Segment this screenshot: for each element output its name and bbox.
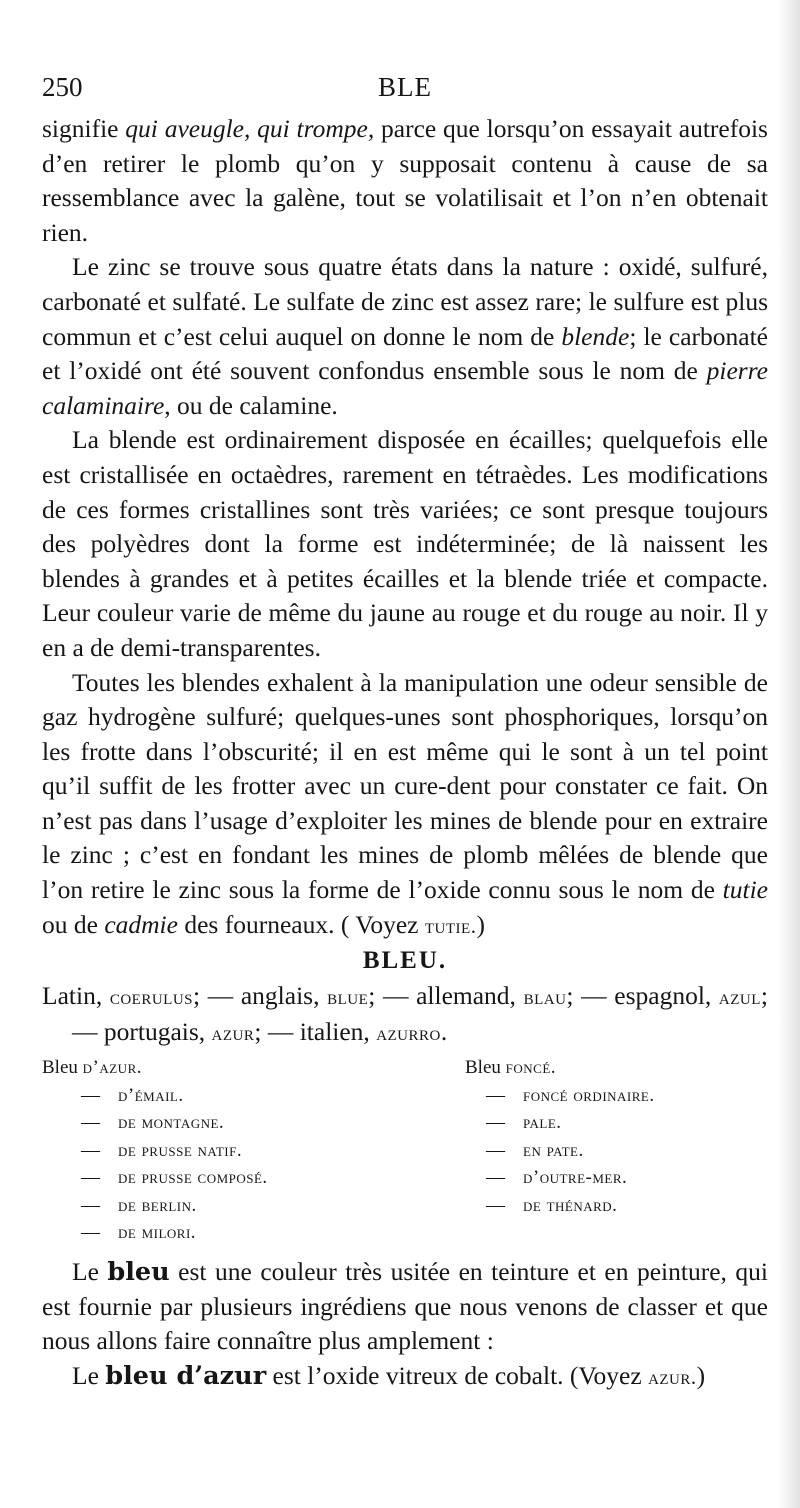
italic-term: pierre calaminaire [42,356,768,420]
running-head: BLE [378,72,432,102]
list-item [42,1192,405,1220]
list-item-label: de montagne. [118,1112,225,1134]
bleu-varieties-list [42,1054,768,1247]
italic-term: qui aveugle, qui trompe, [125,114,375,143]
list-item-prefix: — [486,1139,505,1161]
list-item [465,1109,768,1137]
italic-term: blende [561,321,630,351]
text-run: Le [72,1360,106,1390]
text-run: , ou de calamine. [164,390,338,420]
book-page [42,72,768,1394]
list-item [465,1164,768,1192]
varieties-column-right [405,1054,768,1247]
paragraph-blende-odor [42,666,768,944]
text-run: ; — espagnol, [566,981,719,1011]
list-item [42,1164,405,1192]
list-item-label: d’émail. [118,1084,184,1106]
text-run: est l’oxide vitreux de cobalt. (Voyez [266,1360,649,1390]
cross-reference: tutie. [424,913,477,938]
list-item-prefix: — [81,1222,100,1244]
list-item-prefix: — [486,1167,505,1189]
list-item [465,1137,768,1165]
list-item-label: de milori. [118,1222,197,1244]
list-item-label: foncé. [505,1057,557,1079]
list-item-prefix: — [81,1112,100,1134]
text-run: des fourneaux. ( Voyez [177,909,425,939]
text-run: ou de [42,909,105,939]
list-item-prefix: Bleu [465,1057,501,1079]
paragraph-bleu-usage [42,1255,768,1359]
list-item-prefix: — [486,1084,505,1106]
text-run: ) [696,1360,706,1390]
paragraph-blende-form: La blende est ordinairement disposée en écailles; quelquefois elle est cristallisée en octaèdres, rarement en tétraèdes. Les modifications de ces formes cristallines sont très variées; ce sont presque toujours des polyèdres dont la forme est indéterminée; de là naissent les blendes à grandes et à petites écailles et la blende triée et compacte. Leur couleur varie de même du jaune au rouge et du rouge au noir. Il y en a de demi-transparentes. [42,425,768,662]
bold-term: bleu [107,1256,170,1287]
paragraph-continuation [42,112,768,250]
list-item [42,1082,405,1110]
list-item-prefix: — [81,1084,100,1106]
text-run: ; — allemand, [368,981,524,1011]
page-edge-shadow [778,0,800,1508]
list-item [465,1054,768,1082]
list-item-prefix: — [81,1139,100,1161]
list-item [465,1192,768,1220]
translations-line [42,979,768,1050]
list-item [42,1109,405,1137]
list-item-label: de thénard. [523,1194,618,1216]
italic-term: cadmie [104,909,178,939]
text-run: . [440,1016,448,1046]
list-item-prefix: — [81,1194,100,1216]
paragraph-bleu-azur [42,1359,768,1395]
list-item-prefix: — [81,1167,100,1189]
text-run: parce que lorsqu’on essayait autrefois d’en retirer le plomb qu’on y supposait contenu à cause de sa ressemblance avec la galène, tout se volatilisait et l’on n’en obtenait rien. [42,114,768,247]
page-number: 250 [42,72,83,102]
text-run: ; — anglais, [193,981,328,1011]
list-item-label: de prusse composé. [118,1167,268,1189]
translation-term: coerulus [109,985,194,1010]
list-item [465,1082,768,1110]
cross-reference: azur. [648,1364,697,1389]
varieties-column-left [42,1054,405,1247]
list-item-label: de prusse natif. [118,1139,243,1161]
translation-term: azur [211,1020,255,1045]
italic-term: tutie [722,875,768,905]
list-item-label: pale. [523,1112,562,1134]
paragraph-zinc-states [42,250,768,423]
text-run: ; — portugais, [72,981,768,1046]
list-item-label: en pate. [523,1139,584,1161]
text-run: Le zinc se trouve sous quatre états dans la nature : oxidé, sulfuré, carbonaté et sulfaté. Le sulfate de zinc est assez rare; le sulfure est plus commun et c’est celui auquel on donne le nom de [42,252,768,351]
list-item [42,1219,405,1247]
list-item [42,1054,405,1082]
translation-term: blau [523,985,567,1010]
list-item-label: d’azur. [82,1057,142,1079]
bold-term: bleu d’azur [105,1360,267,1391]
text-run: ; — italien, [254,1016,377,1046]
page-header [42,72,768,112]
translation-term: azurro [376,1020,441,1045]
text-run: Le [72,1256,108,1286]
text-run: ; le carbonaté et l’oxidé ont été souvent confondus ensemble sous le nom de [42,321,768,386]
list-item-prefix: — [486,1194,505,1216]
translation-term: blue [327,985,369,1010]
list-item-label: d’outre-mer. [523,1167,628,1189]
list-item [42,1137,405,1165]
list-item-label: foncé ordinaire. [523,1084,655,1106]
list-item-prefix: — [486,1112,505,1134]
list-item-prefix: Bleu [42,1057,78,1079]
entry-heading-bleu: BLEU. [362,947,448,975]
translation-term: azul [718,985,761,1010]
text-run: signifie [42,114,126,143]
text-run: est une couleur très usitée en teinture et en peinture, qui est fournie par plusieurs ingrédiens que nous venons de classer et que nous allons faire connaître plus amplement : [42,1256,768,1356]
text-run: Toutes les blendes exhalent à la manipulation une odeur sensible de gaz hydrogène sulfuré; quelques-unes sont phosphoriques, lorsqu’on les frotte dans l’obscurité; il en est même qui le sont à un tel point qu’il suffit de les frotter avec un cure-dent pour constater ce fait. On n’est pas dans l’usage d’exploiter les mines de blende pour en extraire le zinc ; c’est en fondant les mines de plomb mêlées de blende que l’on retire le zinc sous la forme de l’oxide connu sous le nom de [42,667,768,905]
list-item-label: de berlin. [118,1194,197,1216]
text-run: Latin, [42,981,110,1011]
text-run: ) [476,909,485,939]
